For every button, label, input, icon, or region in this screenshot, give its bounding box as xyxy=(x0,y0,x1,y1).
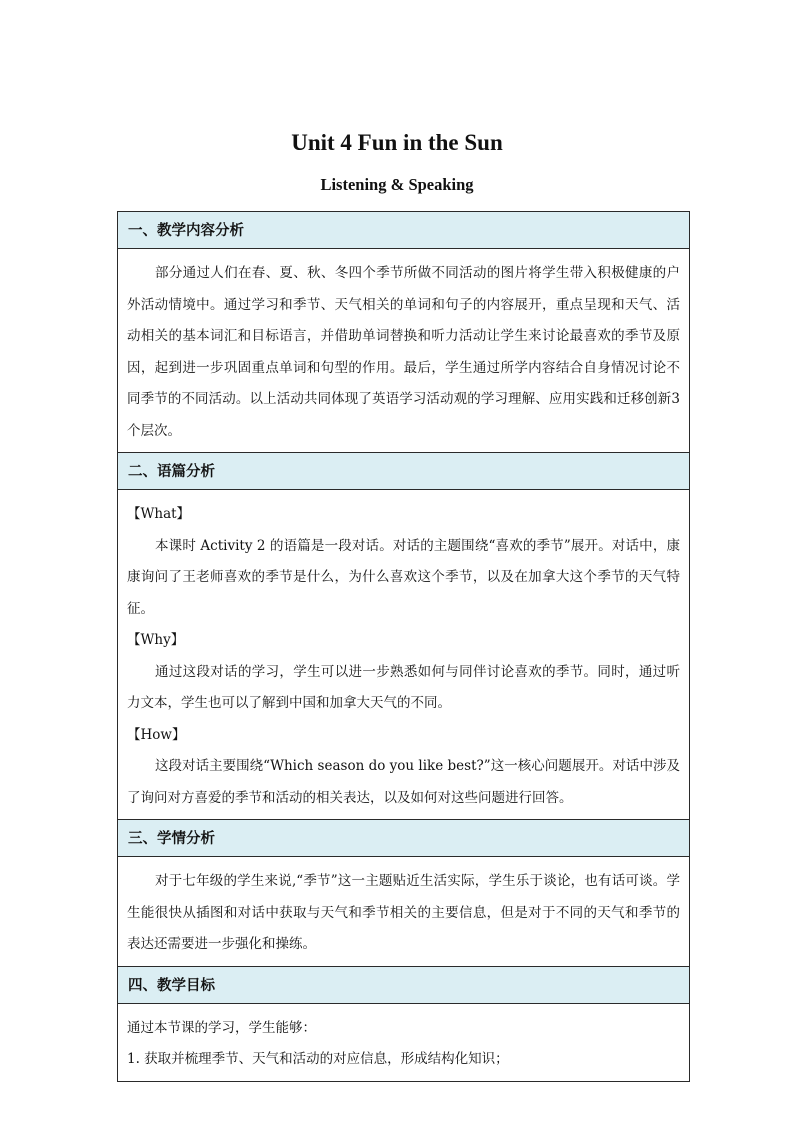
why-paragraph: 通过这段对话的学习，学生可以进一步熟悉如何与同伴讨论喜欢的季节。同时，通过听力文本，学生也可以了解到中国和加拿大天气的不同。 xyxy=(127,663,680,711)
content-analysis-paragraph: 部分通过人们在春、夏、秋、冬四个季节所做不同活动的图片将学生带入积极健康的户外活动情境中。通过学习和季节、天气相关的单词和句子的内容展开，重点呈现和天气、活动相关的基本词汇和目标语言，并借助单词替换和听力活动让学生来讨论最喜欢的季节及原因，起到进一步巩固重点单词和句型的作用。最后，学生通过所学内容结合自身情况讨论不同季节的不同活动。以上活动共同体现了英语学习活动观的学习理解、应用实践和迁移创新3个层次。 xyxy=(127,265,680,439)
why-label: 【Why】 xyxy=(127,632,185,648)
lesson-plan-table xyxy=(117,211,690,1082)
section-body-learner-analysis xyxy=(118,857,689,967)
how-label: 【How】 xyxy=(127,726,186,743)
objective-item: 1. 获取并梳理季节、天气和活动的对应信息，形成结构化知识； xyxy=(127,1051,509,1067)
learner-analysis-paragraph: 对于七年级的学生来说,“季节”这一主题贴近生活实际，学生乐于谈论，也有话可谈。学生能很快从插图和对话中获取与天气和季节相关的主要信息，但是对于不同的天气和季节的表达还需要进一步强化和操练。 xyxy=(127,873,680,952)
section-heading-teaching-objectives: 四、教学目标 xyxy=(118,967,689,1004)
section-heading-learner-analysis: 三、学情分析 xyxy=(118,820,689,857)
section-body-text-analysis xyxy=(118,490,689,820)
what-paragraph: 本课时 Activity 2 的语篇是一段对话。对话的主题围绕“喜欢的季节”展开。对话中，康康询问了王老师喜欢的季节是什么，为什么喜欢这个季节，以及在加拿大这个季节的天气特征。 xyxy=(127,537,680,617)
section-body-content-analysis xyxy=(118,249,689,453)
objectives-intro: 通过本节课的学习，学生能够： xyxy=(127,1019,316,1036)
section-heading-content-analysis: 一、教学内容分析 xyxy=(118,212,689,249)
how-paragraph: 这段对话主要围绕“Which season do you like best?”这一核心问题展开。对话中涉及了询问对方喜爱的季节和活动的相关表达，以及如何对这些问题进行回答。 xyxy=(127,758,680,806)
section-body-teaching-objectives xyxy=(118,1004,689,1081)
what-label: 【What】 xyxy=(127,506,191,522)
section-heading-text-analysis: 二、语篇分析 xyxy=(118,453,689,490)
document-subtitle: Listening & Speaking xyxy=(320,175,474,194)
document-title: Unit 4 Fun in the Sun xyxy=(291,130,503,155)
